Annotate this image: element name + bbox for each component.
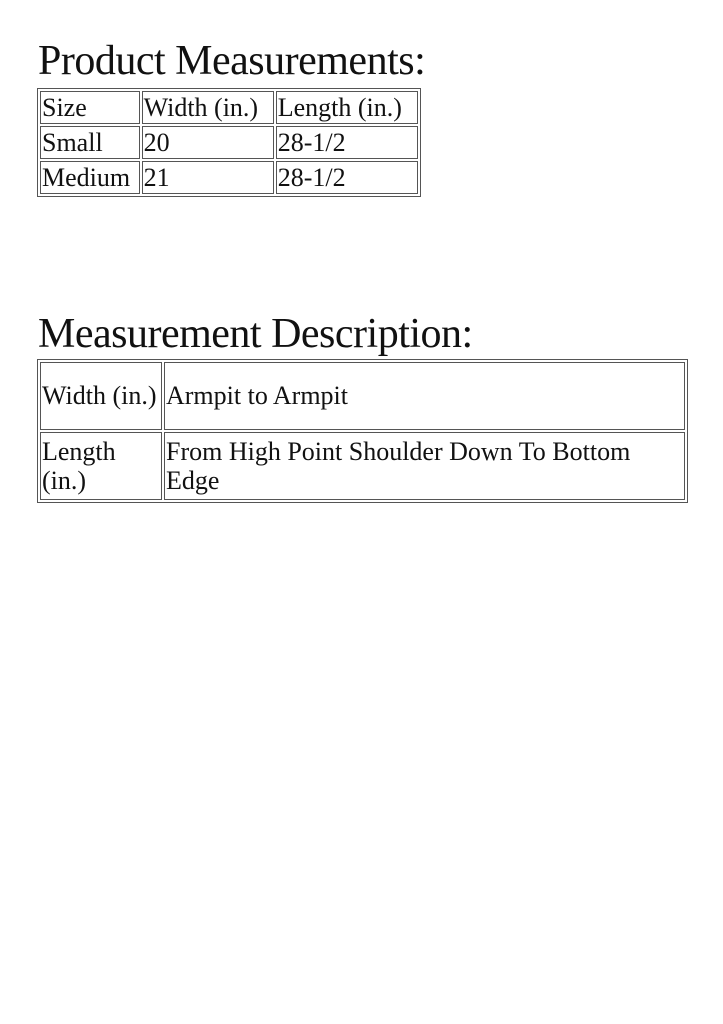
- length-cell: 28-1/2: [276, 161, 418, 194]
- description-label-cell: Length (in.): [40, 432, 162, 500]
- description-text-cell: Armpit to Armpit: [164, 362, 685, 430]
- table-header-row: [40, 91, 418, 124]
- measurement-description-table: [37, 359, 688, 503]
- table-row: [40, 362, 685, 430]
- product-measurements-table: [37, 88, 421, 197]
- header-width: Width (in.): [142, 91, 274, 124]
- description-text-cell: From High Point Shoulder Down To Bottom Edge: [164, 432, 685, 500]
- size-cell: Medium: [40, 161, 140, 194]
- product-measurements-heading: Product Measurements:: [38, 38, 426, 84]
- table-row: [40, 432, 685, 500]
- length-cell: 28-1/2: [276, 126, 418, 159]
- description-label-cell: Width (in.): [40, 362, 162, 430]
- width-cell: 20: [142, 126, 274, 159]
- header-length: Length (in.): [276, 91, 418, 124]
- size-cell: Small: [40, 126, 140, 159]
- measurement-description-heading: Measurement Description:: [38, 311, 473, 357]
- table-row: [40, 126, 418, 159]
- table-row: [40, 161, 418, 194]
- width-cell: 21: [142, 161, 274, 194]
- header-size: Size: [40, 91, 140, 124]
